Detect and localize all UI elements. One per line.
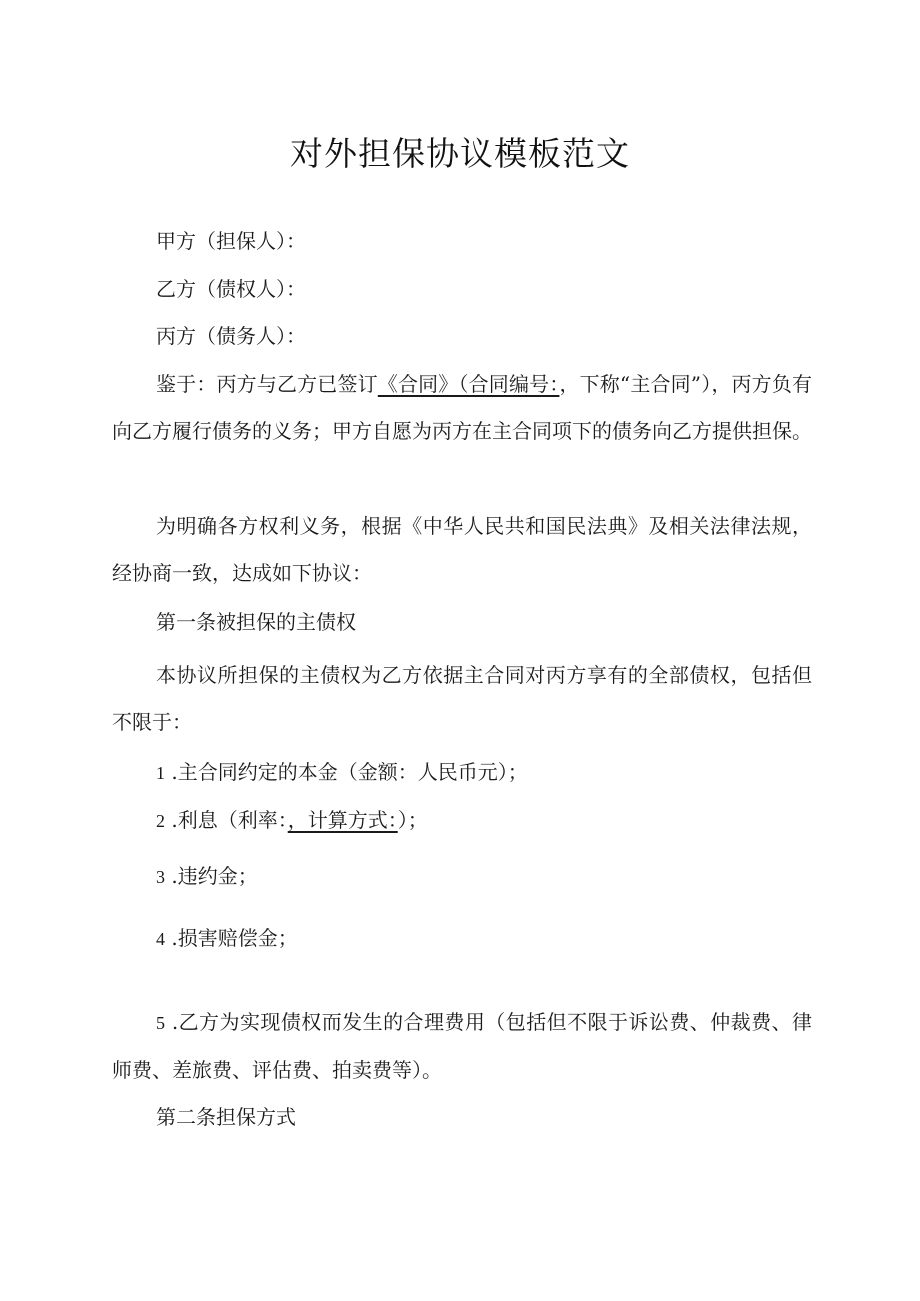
basis-paragraph: 为明确各方权利义务，根据《中华人民共和国民法典》及相关法律法规，经协商一致，达成如下协议： bbox=[112, 514, 812, 585]
whereas-paragraph bbox=[112, 361, 812, 455]
party-b-line: 乙方（债权人）： bbox=[156, 277, 306, 301]
list-item-5 bbox=[112, 999, 812, 1094]
list-text-prefix: .利息（利率： bbox=[171, 808, 288, 832]
list-number: 3 bbox=[156, 867, 165, 887]
list-text-suffix: ）； bbox=[397, 808, 428, 832]
list-number: 2 bbox=[156, 811, 165, 831]
party-c-line: 丙方（债务人）： bbox=[156, 324, 306, 348]
list-item-3 bbox=[112, 853, 812, 901]
article-2-title: 第二条担保方式 bbox=[156, 1105, 296, 1129]
article-1-title: 第一条被担保的主债权 bbox=[156, 610, 356, 634]
whereas-suffix: ，下称“主合同”），丙方负有向乙方履行债务的义务；甲方自愿为丙方在主合同项下的债务向乙方提供担保。 bbox=[112, 372, 813, 443]
contract-reference: 《合同》（合同编号： bbox=[377, 372, 560, 396]
list-item-1 bbox=[112, 749, 812, 797]
list-item-2 bbox=[112, 797, 812, 845]
article-1-body: 本协议所担保的主债权为乙方依据主合同对丙方享有的全部债权，包括但不限于： bbox=[112, 663, 812, 734]
list-number: 5 bbox=[156, 1013, 165, 1033]
whereas-prefix: 鉴于：丙方与乙方已签订 bbox=[156, 372, 378, 396]
calc-method-blank: ，计算方式： bbox=[287, 808, 398, 832]
document-title: 对外担保协议模板范文 bbox=[290, 134, 630, 173]
list-item-4 bbox=[112, 915, 812, 963]
list-number: 4 bbox=[156, 929, 165, 949]
party-a-line: 甲方（担保人）： bbox=[156, 229, 306, 253]
list-text: .乙方为实现债权而发生的合理费用（包括但不限于诉讼费、仲裁费、律师费、差旅费、评估费、拍卖费等）。 bbox=[112, 1010, 813, 1082]
list-text: .主合同约定的本金（金额：人民币元）； bbox=[171, 760, 528, 784]
list-number: 1 bbox=[156, 763, 165, 783]
list-text: .违约金； bbox=[171, 864, 258, 888]
list-text: .损害赔偿金； bbox=[171, 926, 298, 950]
